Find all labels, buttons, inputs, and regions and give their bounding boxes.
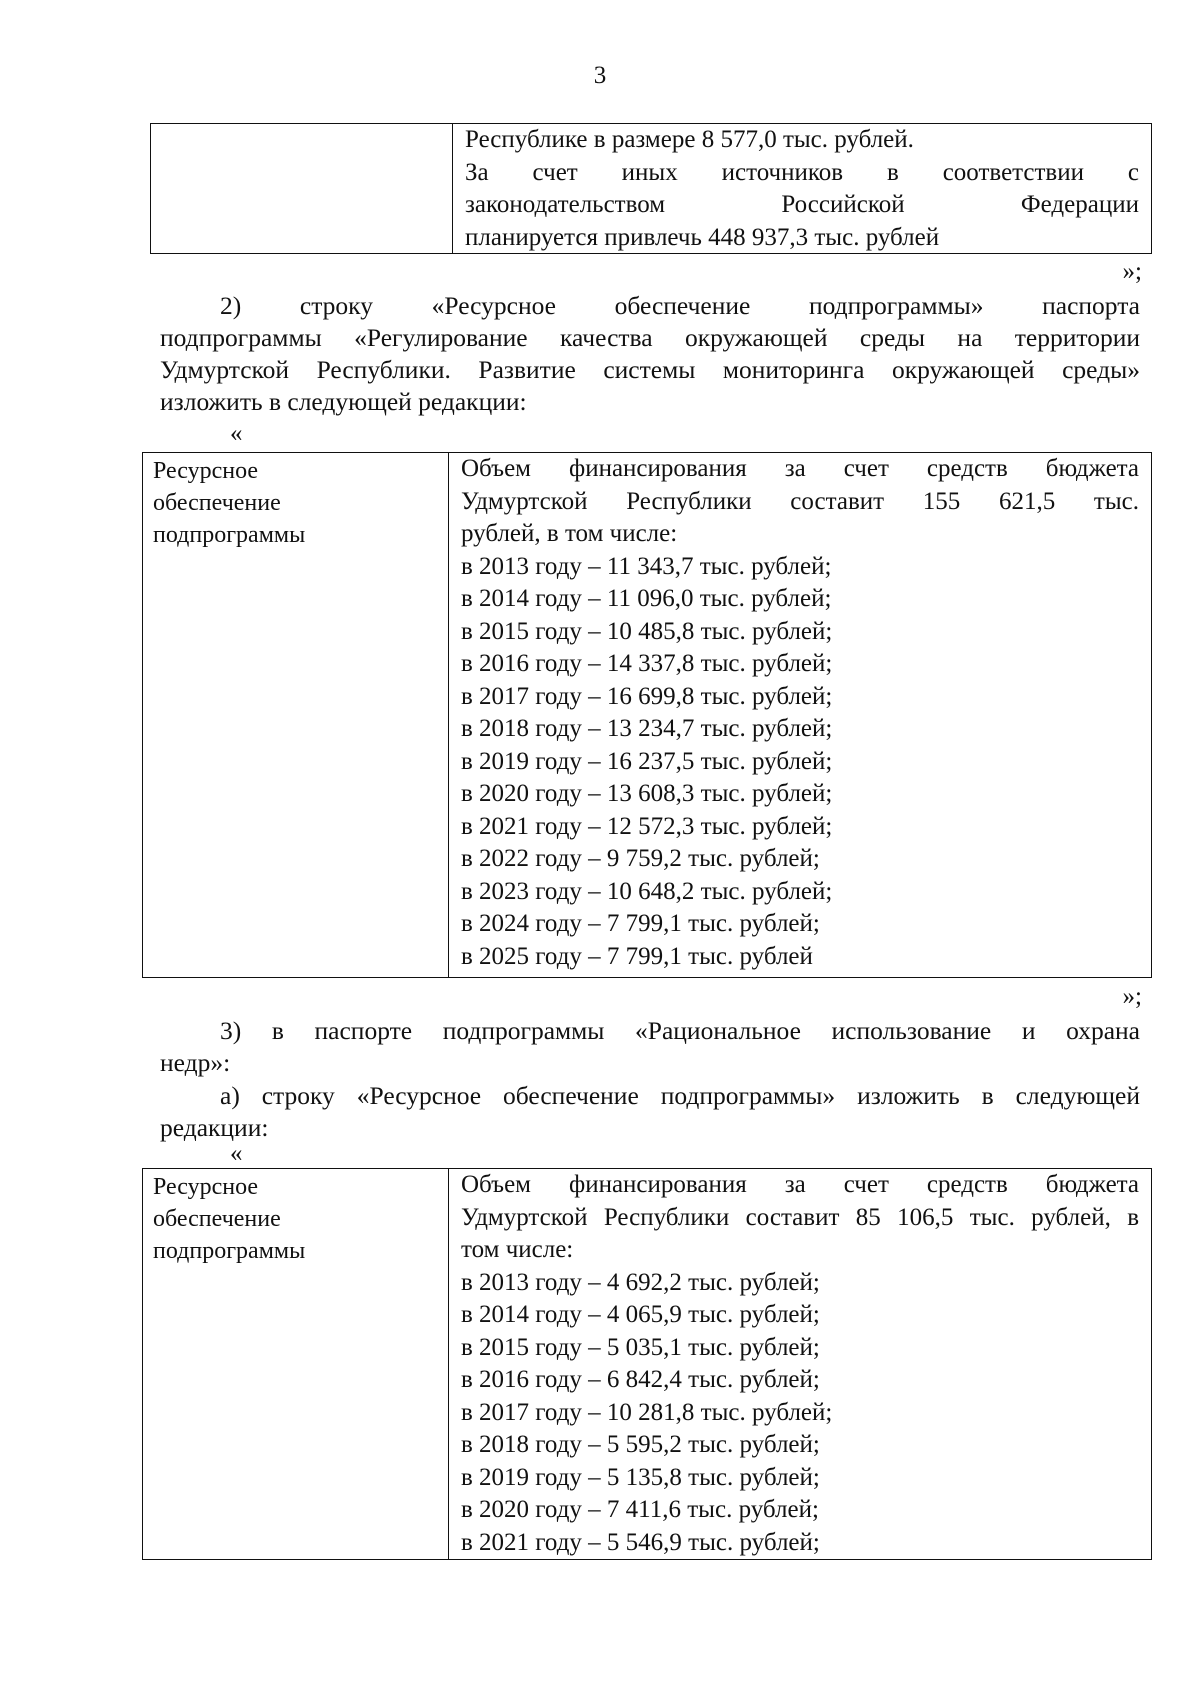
text-line: планируется привлечь 448 937,3 тыс. рублей [465,223,940,251]
closing-quote: »; [1122,983,1142,1010]
year-line: в 2014 году – 4 065,9 тыс. рублей; [461,1301,820,1328]
text-line: За счет иных источников в соответствии с [465,158,1139,186]
label-line: Ресурсное [153,1174,259,1200]
opening-quote: « [230,420,243,447]
year-line: в 2020 году – 7 411,6 тыс. рублей; [461,1496,819,1523]
year-line: в 2020 году – 13 608,3 тыс. рублей; [461,780,833,807]
year-line: в 2023 году – 10 648,2 тыс. рублей; [461,877,833,905]
year-line: в 2021 году – 12 572,3 тыс. рублей; [461,812,833,840]
text-line: редакции: [160,1113,269,1142]
year-line: в 2019 году – 5 135,8 тыс. рублей; [461,1463,820,1491]
year-line: в 2024 году – 7 799,1 тыс. рублей; [461,910,820,937]
text-line: 2) строку «Ресурсное обеспечение подпрограммы» паспорта [220,291,1140,320]
text-line: законодательством Российской Федерации [465,191,1139,218]
text-line: Республике в размере 8 577,0 тыс. рублей. [465,126,914,153]
year-line: в 2015 году – 10 485,8 тыс. рублей; [461,617,833,645]
paragraph-item-3a [160,1080,1140,1144]
year-line: в 2022 году – 9 759,2 тыс. рублей; [461,845,820,872]
text-line: Удмуртской Республики составит 85 106,5 тыс. рублей, в [461,1203,1139,1231]
text-line: рублей, в том числе: [461,520,678,547]
text-line: а) строку «Ресурсное обеспечение подпрограммы» изложить в следующей [220,1081,1140,1110]
year-line: в 2016 году – 6 842,4 тыс. рублей; [461,1366,820,1393]
table-resource-provision-subsoil [142,1168,1152,1560]
year-line: в 2017 году – 10 281,8 тыс. рублей; [461,1398,833,1426]
text-line: Объем финансирования за счет средств бюджета [461,1171,1139,1198]
label-line: Ресурсное [153,458,259,484]
label-line: обеспечение [153,1206,281,1232]
table-continuation-left-cell [151,124,453,253]
closing-quote: »; [1122,258,1142,285]
year-line: в 2025 году – 7 799,1 тыс. рублей [461,942,813,970]
opening-quote: « [230,1140,243,1167]
year-line: в 2016 году – 14 337,8 тыс. рублей; [461,650,833,677]
table-value-cell [449,453,1151,977]
year-line: в 2018 году – 5 595,2 тыс. рублей; [461,1431,820,1458]
table-label-cell [143,1169,449,1559]
year-line: в 2018 году – 13 234,7 тыс. рублей; [461,715,833,742]
paragraph-item-2 [160,290,1140,418]
year-line: в 2013 году – 4 692,2 тыс. рублей; [461,1268,820,1296]
text-line: Удмуртской Республики. Развитие системы мониторинга окружающей среды» [160,355,1140,384]
table-resource-provision-environment [142,452,1152,978]
year-line: в 2021 году – 5 546,9 тыс. рублей; [461,1528,820,1556]
year-line: в 2013 году – 11 343,7 тыс. рублей; [461,552,832,580]
page-number: 3 [593,62,607,89]
paragraph-item-3 [160,1015,1140,1079]
year-line: в 2017 году – 16 699,8 тыс. рублей; [461,682,833,710]
text-line: Объем финансирования за счет средств бюджета [461,455,1139,482]
year-line: в 2019 году – 16 237,5 тыс. рублей; [461,747,833,775]
text-line: недр»: [160,1048,231,1077]
label-line: обеспечение [153,490,281,516]
table-continuation-right-cell [453,124,1151,253]
table-continuation [150,123,1152,254]
year-line: в 2014 году – 11 096,0 тыс. рублей; [461,585,832,612]
text-line: подпрограммы «Регулирование качества окружающей среды на территории [160,323,1140,352]
table-value-cell [449,1169,1151,1559]
label-line: подпрограммы [153,522,306,548]
text-line: 3) в паспорте подпрограммы «Рациональное использование и охрана [220,1016,1140,1045]
text-line: Удмуртской Республики составит 155 621,5 тыс. [461,487,1139,515]
table-label-cell [143,453,449,977]
text-line: изложить в следующей редакции: [160,387,527,416]
label-line: подпрограммы [153,1238,306,1264]
text-line: том числе: [461,1236,574,1263]
year-line: в 2015 году – 5 035,1 тыс. рублей; [461,1333,820,1361]
